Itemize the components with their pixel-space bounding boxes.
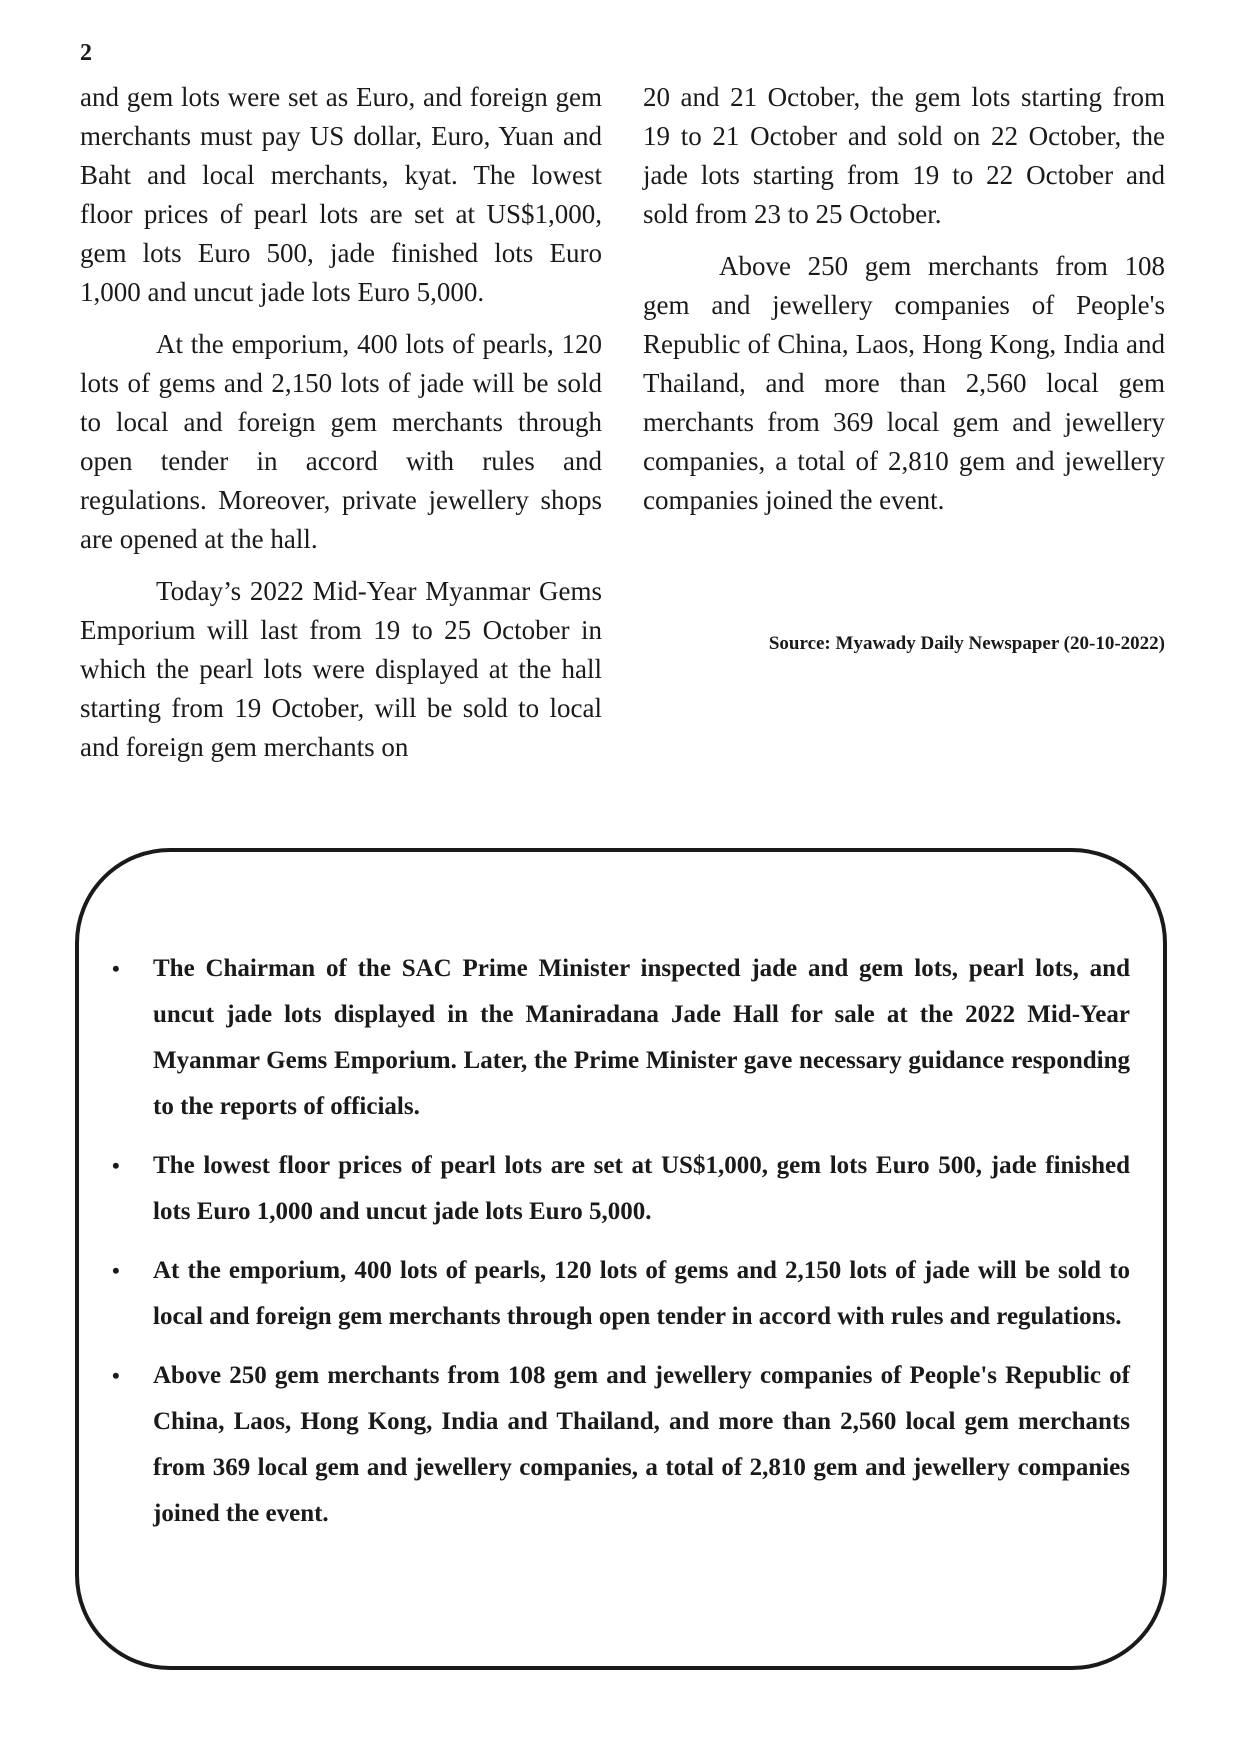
page-number: 2 — [80, 40, 92, 66]
summary-item-text: The lowest floor prices of pearl lots are set at US$1,000, gem lots Euro 500, jade finished lots Euro 1,000 and uncut jade lots Euro 5,000. — [153, 1152, 1130, 1225]
bullet-icon: • — [112, 1153, 120, 1178]
summary-list — [112, 946, 1130, 1550]
source-citation: Source: Myawady Daily Newspaper (20-10-2022) — [768, 633, 1165, 654]
article-paragraph: 20 and 21 October, the gem lots starting from 19 to 21 October and sold on 22 October, the jade lots starting from 19 to 22 October and sold from 23 to 25 October. — [643, 82, 1165, 229]
article-paragraph: At the emporium, 400 lots of pearls, 120 lots of gems and 2,150 lots of jade will be sold to local and foreign gem merchants through open tender in accord with rules and regulations. Moreover, private jewellery shops are opened at the hall. — [80, 329, 602, 554]
article-paragraph: Today’s 2022 Mid-Year Myanmar Gems Emporium will last from 19 to 25 October in which the pearl lots were displayed at the hall starting from 19 October, will be sold to local and foreign gem merchants on — [80, 576, 602, 762]
article-paragraph: and gem lots were set as Euro, and foreign gem merchants must pay US dollar, Euro, Yuan and Baht and local merchants, kyat. The lowest floor prices of pearl lots are set at US$1,000, gem lots Euro 500, jade finished lots Euro 1,000 and uncut jade lots Euro 5,000. — [80, 82, 602, 307]
summary-item-text: At the emporium, 400 lots of pearls, 120 lots of gems and 2,150 lots of jade will be sold to local and foreign gem merchants through open tender in accord with rules and regulations. — [153, 1257, 1130, 1330]
summary-item — [112, 946, 1130, 1130]
summary-item — [112, 1143, 1130, 1235]
bullet-icon: • — [112, 956, 120, 981]
summary-item — [112, 1353, 1130, 1537]
bullet-icon: • — [112, 1258, 120, 1283]
summary-item — [112, 1248, 1130, 1340]
article-right-column — [643, 78, 1165, 533]
article-left-column — [80, 78, 602, 780]
summary-item-text: The Chairman of the SAC Prime Minister inspected jade and gem lots, pearl lots, and uncut jade lots displayed in the Maniradana Jade Hall for sale at the 2022 Mid-Year Myanmar Gems Emporium. Later, the Prime Minister gave necessary guidance responding to the reports of officials. — [153, 955, 1130, 1120]
article-paragraph: Above 250 gem merchants from 108 gem and jewellery companies of People's Republic of China, Laos, Hong Kong, India and Thailand, and more than 2,560 local gem merchants from 369 local gem and jewellery companies, a total of 2,810 gem and jewellery companies joined the event. — [643, 251, 1165, 515]
summary-item-text: Above 250 gem merchants from 108 gem and jewellery companies of People's Republic of China, Laos, Hong Kong, India and Thailand, and more than 2,560 local gem merchants from 369 local gem and jewellery companies, a total of 2,810 gem and jewellery companies joined the event. — [153, 1362, 1130, 1527]
bullet-icon: • — [112, 1363, 120, 1388]
